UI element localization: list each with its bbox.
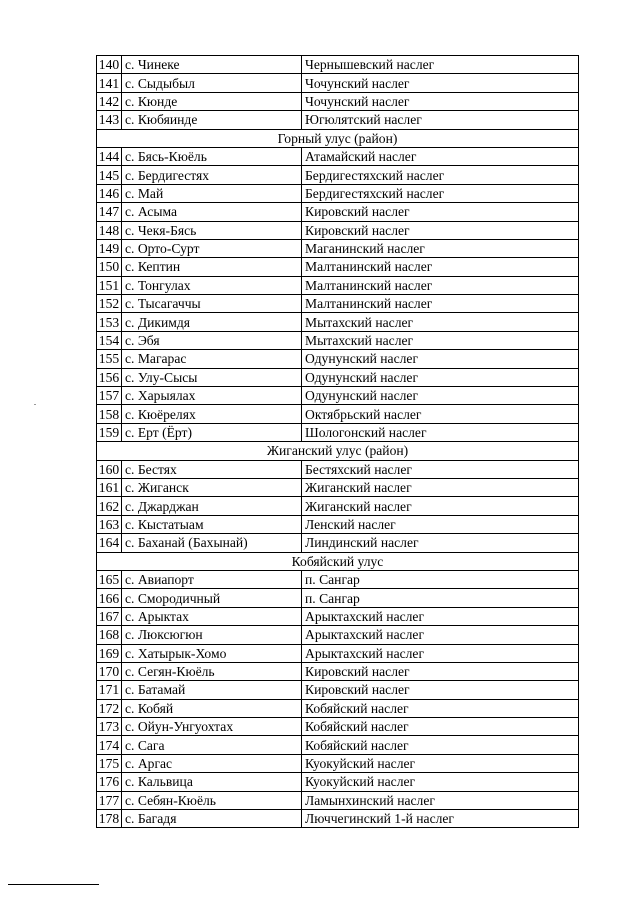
row-number: 145 (97, 166, 122, 184)
settlement-name: Шологонский наслег (302, 423, 579, 441)
village-name: с. Тонгулах (122, 276, 302, 294)
table-row (97, 460, 579, 478)
village-name: с. Орто-Сурт (122, 239, 302, 257)
row-number: 154 (97, 331, 122, 349)
settlement-name: Одунунский наслег (302, 350, 579, 368)
row-number: 140 (97, 56, 122, 74)
table-row (97, 810, 579, 828)
table-row (97, 515, 579, 533)
settlement-name: Кировский наслег (302, 203, 579, 221)
village-name: с. Бердигестях (122, 166, 302, 184)
settlement-name: Бердигестяхский наслег (302, 184, 579, 202)
row-number: 156 (97, 368, 122, 386)
settlement-name: Чочунский наслег (302, 92, 579, 110)
settlement-name: п. Сангар (302, 570, 579, 588)
village-name: с. Бестях (122, 460, 302, 478)
settlement-name: Одунунский наслег (302, 368, 579, 386)
village-name: с. Сыдыбыл (122, 74, 302, 92)
row-number: 173 (97, 718, 122, 736)
village-name: с. Чинеке (122, 56, 302, 74)
table-row (97, 754, 579, 772)
table-row (97, 773, 579, 791)
row-number: 160 (97, 460, 122, 478)
table-row (97, 589, 579, 607)
settlement-name: Кобяйский наслег (302, 736, 579, 754)
settlement-name: Маганинский наслег (302, 239, 579, 257)
table-row (97, 221, 579, 239)
table-row (97, 258, 579, 276)
village-name: с. Люксюгюн (122, 626, 302, 644)
settlement-name: Бестяхский наслег (302, 460, 579, 478)
settlement-name: Кировский наслег (302, 662, 579, 680)
village-name: с. Кюнде (122, 92, 302, 110)
row-number: 142 (97, 92, 122, 110)
table-row (97, 423, 579, 441)
row-number: 152 (97, 295, 122, 313)
table-row (97, 387, 579, 405)
row-number: 175 (97, 754, 122, 772)
village-name: с. Жиганск (122, 478, 302, 496)
village-name: с. Тысагаччы (122, 295, 302, 313)
settlement-name: Ламынхинский наслег (302, 791, 579, 809)
table-row (97, 147, 579, 165)
settlement-name: Куокуйский наслег (302, 754, 579, 772)
table-row (97, 681, 579, 699)
row-number: 158 (97, 405, 122, 423)
settlement-name: Малтанинский наслег (302, 258, 579, 276)
row-number: 164 (97, 534, 122, 552)
village-name: с. Кюбяинде (122, 111, 302, 129)
table-row (97, 718, 579, 736)
settlement-name: Люччегинский 1-й наслег (302, 810, 579, 828)
section-header-row (97, 129, 579, 147)
table-row (97, 607, 579, 625)
village-name: с. Кобяй (122, 699, 302, 717)
row-number: 148 (97, 221, 122, 239)
row-number: 177 (97, 791, 122, 809)
table-row (97, 203, 579, 221)
table-row (97, 92, 579, 110)
row-number: 143 (97, 111, 122, 129)
village-name: с. Май (122, 184, 302, 202)
settlement-name: Малтанинский наслег (302, 295, 579, 313)
settlement-name: Кобяйский наслег (302, 718, 579, 736)
village-name: с. Баханай (Бахынай) (122, 534, 302, 552)
table-row (97, 534, 579, 552)
row-number: 174 (97, 736, 122, 754)
village-name: с. Хатырык-Хомо (122, 644, 302, 662)
row-number: 170 (97, 662, 122, 680)
settlement-name: Одунунский наслег (302, 387, 579, 405)
village-name: с. Улу-Сысы (122, 368, 302, 386)
village-name: с. Ерт (Ёрт) (122, 423, 302, 441)
settlement-name: Чернышевский наслег (302, 56, 579, 74)
table-row (97, 791, 579, 809)
table-row (97, 350, 579, 368)
settlement-name: Жиганский наслег (302, 497, 579, 515)
table-row (97, 295, 579, 313)
row-number: 155 (97, 350, 122, 368)
table-row (97, 736, 579, 754)
row-number: 161 (97, 478, 122, 496)
table-row (97, 313, 579, 331)
settlement-name: Арыктахский наслег (302, 644, 579, 662)
row-number: 149 (97, 239, 122, 257)
village-name: с. Аргас (122, 754, 302, 772)
row-number: 141 (97, 74, 122, 92)
village-name: с. Сегян-Кюёль (122, 662, 302, 680)
table-row (97, 570, 579, 588)
settlement-name: Арыктахский наслег (302, 626, 579, 644)
settlement-name: Линдинский наслег (302, 534, 579, 552)
section-title: Жиганский улус (район) (97, 442, 579, 460)
section-header-row (97, 442, 579, 460)
settlement-name: Ленский наслег (302, 515, 579, 533)
table-row (97, 699, 579, 717)
settlement-name: Бердигестяхский наслег (302, 166, 579, 184)
table-row (97, 368, 579, 386)
settlement-name: Югюлятский наслег (302, 111, 579, 129)
village-name: с. Джарджан (122, 497, 302, 515)
village-name: с. Кальвица (122, 773, 302, 791)
row-number: 147 (97, 203, 122, 221)
village-name: с. Асыма (122, 203, 302, 221)
scan-mark (34, 404, 36, 405)
village-name: с. Сага (122, 736, 302, 754)
table-row (97, 239, 579, 257)
village-name: с. Чекя-Бясь (122, 221, 302, 239)
village-name: с. Магарас (122, 350, 302, 368)
village-name: с. Эбя (122, 331, 302, 349)
village-name: с. Бясь-Кюёль (122, 147, 302, 165)
row-number: 153 (97, 313, 122, 331)
row-number: 171 (97, 681, 122, 699)
village-name: с. Кептин (122, 258, 302, 276)
table-row (97, 166, 579, 184)
section-title: Кобяйский улус (97, 552, 579, 570)
village-name: с. Дикимдя (122, 313, 302, 331)
row-number: 144 (97, 147, 122, 165)
table-row (97, 626, 579, 644)
settlement-name: Атамайский наслег (302, 147, 579, 165)
settlement-name: Чочунский наслег (302, 74, 579, 92)
village-name: с. Батамай (122, 681, 302, 699)
settlement-name: Кобяйский наслег (302, 699, 579, 717)
settlement-name: Октябрьский наслег (302, 405, 579, 423)
row-number: 159 (97, 423, 122, 441)
village-name: с. Себян-Кюёль (122, 791, 302, 809)
settlements-table-body (97, 56, 579, 828)
row-number: 150 (97, 258, 122, 276)
document-page (96, 55, 579, 828)
table-row (97, 662, 579, 680)
table-row (97, 74, 579, 92)
table-row (97, 184, 579, 202)
table-row (97, 331, 579, 349)
village-name: с. Харыялах (122, 387, 302, 405)
village-name: с. Багадя (122, 810, 302, 828)
settlement-name: Малтанинский наслег (302, 276, 579, 294)
table-row (97, 497, 579, 515)
settlement-name: Мытахский наслег (302, 331, 579, 349)
row-number: 165 (97, 570, 122, 588)
footnote-rule (8, 884, 99, 885)
table-row (97, 405, 579, 423)
village-name: с. Ойун-Унгуохтах (122, 718, 302, 736)
table-row (97, 478, 579, 496)
row-number: 169 (97, 644, 122, 662)
row-number: 146 (97, 184, 122, 202)
section-header-row (97, 552, 579, 570)
row-number: 166 (97, 589, 122, 607)
settlement-name: Арыктахский наслег (302, 607, 579, 625)
settlement-name: Кировский наслег (302, 681, 579, 699)
row-number: 172 (97, 699, 122, 717)
row-number: 162 (97, 497, 122, 515)
settlement-name: Мытахский наслег (302, 313, 579, 331)
row-number: 151 (97, 276, 122, 294)
settlement-name: Жиганский наслег (302, 478, 579, 496)
row-number: 176 (97, 773, 122, 791)
settlements-table (96, 55, 579, 828)
village-name: с. Смородичный (122, 589, 302, 607)
row-number: 178 (97, 810, 122, 828)
table-row (97, 644, 579, 662)
settlement-name: Куокуйский наслег (302, 773, 579, 791)
settlement-name: Кировский наслег (302, 221, 579, 239)
village-name: с. Арыктах (122, 607, 302, 625)
row-number: 167 (97, 607, 122, 625)
table-row (97, 111, 579, 129)
table-row (97, 276, 579, 294)
village-name: с. Авиапорт (122, 570, 302, 588)
row-number: 163 (97, 515, 122, 533)
village-name: с. Кыстатыам (122, 515, 302, 533)
section-title: Горный улус (район) (97, 129, 579, 147)
row-number: 168 (97, 626, 122, 644)
village-name: с. Кюёрелях (122, 405, 302, 423)
table-row (97, 56, 579, 74)
settlement-name: п. Сангар (302, 589, 579, 607)
row-number: 157 (97, 387, 122, 405)
